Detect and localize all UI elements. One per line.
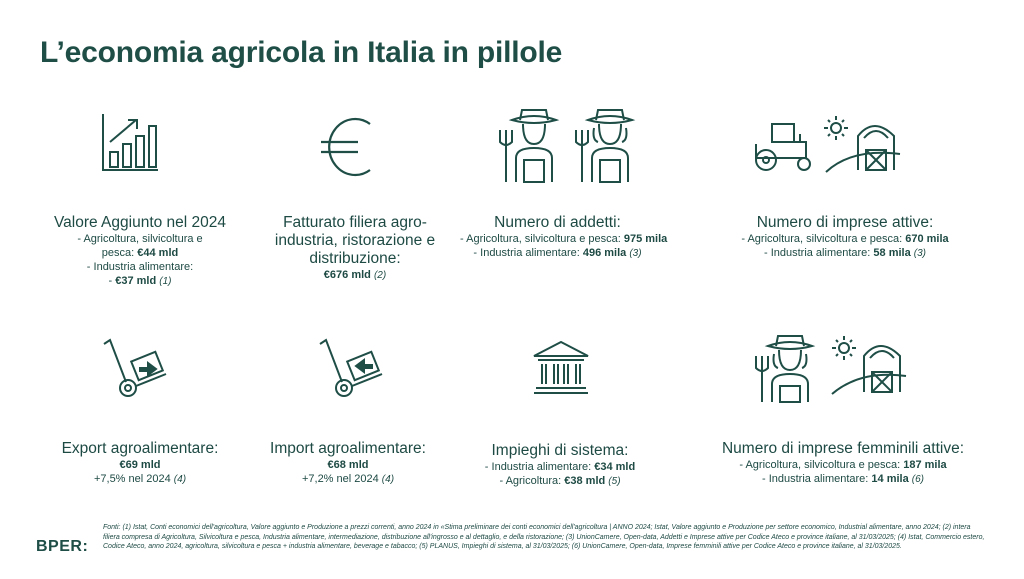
page-title: L’economia agricola in Italia in pillole [40, 36, 563, 69]
sources-footnote: Fonti: (1) Istat, Conti economici dell'agricoltura, Valore aggiunto e Produzione a prezzi correnti, anno 2024 in «Stima preliminare dei conti economici dell'agricoltura | ANNO 2024; Istat, Valore aggiunto e Produzione per settore economico, Industrial alimentare, anno 2024; (2) intera filiera compresa di Agricoltura, Silvicoltura e pesca, Industria alimentare, intermediazione, distribuzione all'ingrosso e al dettaglio, e della ristorazione; (3) UnionCamere, Open-data, Addetti e Imprese attive per Codice Ateco e province italiane, al 31/03/2025; (4) Istat, Commercio estero, Codice Ateco, anno 2024, agricoltura, silvicoltura e pesca + industria alimentare, beverage e tabacco; (5) PLANUS, Impieghi di sistema, al 31/03/2025; (6) UnionCamere, Open-data, Imprese femminili attive per Codice Ateco e province italiane, al 31/03/2025. [103, 524, 985, 550]
card-line-text: - Agricoltura: [499, 475, 565, 487]
card-line-text: - Industria alimentare: [763, 247, 874, 259]
card-line-text: - Agricoltura, silvicoltura e pesca: [739, 459, 904, 471]
card-line [40, 246, 240, 260]
card-heading: Numero di addetti: [494, 214, 621, 231]
card-value: 670 mila [905, 233, 949, 245]
card-note: (4) [381, 474, 395, 485]
card-line [730, 232, 960, 246]
bank-icon [532, 340, 590, 396]
card-value: €676 mld [323, 269, 371, 281]
card-line [460, 232, 668, 246]
card-line-text: - [108, 275, 116, 287]
card-heading: Export agroalimentare: [61, 440, 219, 457]
card-line [40, 274, 240, 289]
card-line-text: pesca: [101, 247, 138, 259]
card-line [460, 246, 655, 261]
card-value: €68 mld [327, 459, 369, 471]
card-export [40, 440, 240, 487]
card-line [462, 460, 658, 474]
card-value: 496 mila [582, 247, 627, 259]
card-line [712, 458, 974, 472]
card-note: (3) [629, 248, 642, 259]
card-line-text: - Agricoltura, silvicoltura e pesca: [460, 233, 624, 245]
card-import [248, 440, 448, 487]
card-value: 975 mila [623, 233, 668, 245]
card-note: (5) [608, 476, 621, 487]
card-note: (4) [173, 474, 187, 485]
card-heading: Fatturato filiera agro- [283, 214, 427, 231]
card-line-text: - Industria alimentare: [484, 461, 595, 473]
euro-icon [318, 114, 378, 180]
card-line-text: - Industria alimentare: [761, 473, 872, 485]
card-value: €38 mld [564, 475, 606, 487]
card-addetti [460, 214, 668, 261]
card-line [248, 472, 448, 487]
farmers-icon [498, 106, 643, 184]
bper-logo: BPER: [36, 538, 89, 555]
card-note: (3) [913, 248, 927, 259]
card-value: 14 mila [871, 473, 909, 485]
card-heading: distribuzione: [309, 250, 401, 267]
card-line-text: +7,2% nel 2024 [301, 473, 382, 485]
card-value: 58 mila [873, 247, 911, 259]
card-value: €44 mld [137, 247, 179, 259]
female-farmer-barn-icon [752, 332, 908, 404]
card-value: €69 mld [119, 459, 161, 471]
card-heading: Impieghi di sistema: [491, 442, 629, 459]
card-heading: Valore Aggiunto nel 2024 [53, 214, 227, 231]
card-line [730, 246, 960, 261]
card-fatturato [255, 214, 455, 283]
card-line-text: +7,5% nel 2024 [93, 473, 174, 485]
card-value: €37 mld [115, 275, 157, 287]
card-heading: Numero di imprese attive: [756, 214, 934, 231]
card-note: (6) [911, 474, 925, 485]
card-line [255, 268, 455, 283]
card-line [248, 458, 448, 472]
card-value: €34 mld [594, 461, 636, 473]
card-heading: industria, ristorazione e [274, 232, 436, 249]
card-line-text: - Industria alimentare: [473, 247, 583, 259]
card-note: (2) [373, 270, 387, 281]
card-valore-aggiunto [40, 214, 240, 289]
card-line [40, 472, 240, 487]
card-line: - Agricoltura, silvicoltura e [77, 233, 203, 245]
card-note: (1) [159, 276, 172, 287]
hand-truck-export-icon [100, 338, 170, 400]
card-line [462, 474, 658, 489]
card-heading: Numero di imprese femminili attive: [721, 440, 965, 457]
card-value: 187 mila [903, 459, 947, 471]
card-heading: Import agroalimentare: [270, 440, 426, 457]
card-imprese-femminili [712, 440, 974, 487]
card-line [40, 458, 240, 472]
card-impieghi [462, 442, 658, 489]
growth-chart-icon [100, 112, 160, 174]
card-line: - Industria alimentare: [86, 261, 194, 273]
card-line-text: - Agricoltura, silvicoltura e pesca: [741, 233, 906, 245]
card-line [712, 472, 974, 487]
hand-truck-import-icon [316, 338, 386, 400]
card-imprese-attive [730, 214, 960, 261]
tractor-barn-icon [752, 114, 902, 178]
